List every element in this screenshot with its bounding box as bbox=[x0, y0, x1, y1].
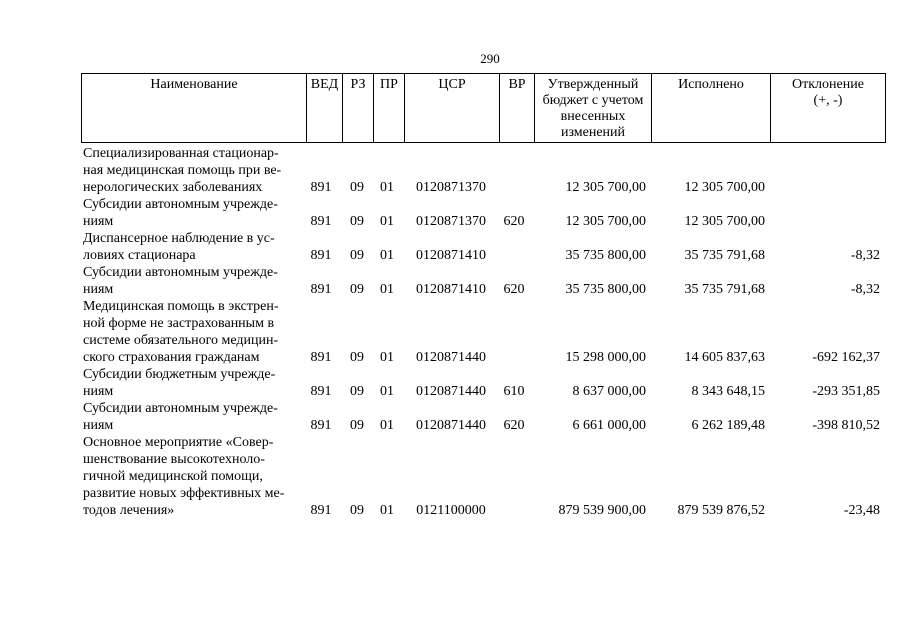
cell-ved: 891 bbox=[310, 248, 332, 263]
header-rz: РЗ bbox=[342, 74, 373, 142]
cell-done: 879 539 876,52 bbox=[677, 503, 765, 518]
cell-dev: -398 810,52 bbox=[812, 418, 880, 433]
cell-ved: 891 bbox=[310, 180, 332, 195]
header-vr: ВР bbox=[499, 74, 534, 142]
cell-csr: 0120871410 bbox=[416, 282, 486, 297]
cell-rz: 09 bbox=[350, 384, 364, 399]
cell-ved: 891 bbox=[310, 282, 332, 297]
cell-done: 35 735 791,68 bbox=[684, 282, 765, 297]
cell-rz: 09 bbox=[350, 350, 364, 365]
cell-budget: 8 637 000,00 bbox=[572, 384, 646, 399]
row-name: Субсидии автономным учрежде-ниям bbox=[83, 197, 278, 229]
cell-budget: 35 735 800,00 bbox=[565, 282, 646, 297]
header-pr: ПР bbox=[373, 74, 404, 142]
cell-pr: 01 bbox=[380, 248, 394, 263]
cell-done: 14 605 837,63 bbox=[684, 350, 765, 365]
cell-pr: 01 bbox=[380, 503, 394, 518]
cell-dev: -692 162,37 bbox=[812, 350, 880, 365]
row-name: Основное мероприятие «Совер-шенствование высокотехноло-гичной медицинской помощи, развитие новых эффективных ме-тодов лечения» bbox=[83, 435, 285, 518]
row-name: Диспансерное наблюдение в ус-ловиях стационара bbox=[83, 231, 275, 263]
cell-ved: 891 bbox=[310, 214, 332, 229]
cell-csr: 0120871440 bbox=[416, 418, 486, 433]
cell-ved: 891 bbox=[310, 350, 332, 365]
cell-budget: 15 298 000,00 bbox=[565, 350, 646, 365]
cell-dev: -293 351,85 bbox=[812, 384, 880, 399]
cell-ved: 891 bbox=[310, 418, 332, 433]
cell-budget: 879 539 900,00 bbox=[558, 503, 646, 518]
cell-rz: 09 bbox=[350, 180, 364, 195]
table-header bbox=[81, 73, 886, 143]
cell-ved: 891 bbox=[310, 503, 332, 518]
cell-csr: 0120871410 bbox=[416, 248, 486, 263]
header-ved: ВЕД bbox=[306, 74, 342, 142]
cell-csr: 0120871440 bbox=[416, 350, 486, 365]
cell-done: 12 305 700,00 bbox=[684, 180, 765, 195]
cell-dev: -23,48 bbox=[843, 503, 880, 518]
cell-pr: 01 bbox=[380, 418, 394, 433]
cell-rz: 09 bbox=[350, 248, 364, 263]
cell-budget: 12 305 700,00 bbox=[565, 180, 646, 195]
cell-done: 12 305 700,00 bbox=[684, 214, 765, 229]
cell-rz: 09 bbox=[350, 214, 364, 229]
cell-vr: 610 bbox=[503, 384, 525, 399]
cell-pr: 01 bbox=[380, 214, 394, 229]
cell-budget: 35 735 800,00 bbox=[565, 248, 646, 263]
cell-vr: 620 bbox=[503, 418, 525, 433]
page-number: 290 bbox=[480, 51, 500, 66]
row-name: Субсидии автономным учрежде-ниям bbox=[83, 265, 278, 297]
cell-budget: 12 305 700,00 bbox=[565, 214, 646, 229]
cell-ved: 891 bbox=[310, 384, 332, 399]
cell-pr: 01 bbox=[380, 350, 394, 365]
header-csr: ЦСР bbox=[404, 74, 499, 142]
cell-rz: 09 bbox=[350, 282, 364, 297]
header-dev: Отклонение (+, -) bbox=[770, 74, 885, 142]
cell-csr: 0120871370 bbox=[416, 180, 486, 195]
row-name: Субсидии автономным учрежде-ниям bbox=[83, 401, 278, 433]
row-name: Специализированная стационар-ная медицинская помощь при ве-нерологических заболеваниях bbox=[83, 146, 282, 195]
cell-budget: 6 661 000,00 bbox=[572, 418, 646, 433]
cell-pr: 01 bbox=[380, 180, 394, 195]
cell-done: 8 343 648,15 bbox=[691, 384, 765, 399]
header-name: Наименование bbox=[150, 77, 238, 92]
cell-csr: 0120871440 bbox=[416, 384, 486, 399]
cell-rz: 09 bbox=[350, 503, 364, 518]
cell-dev: -8,32 bbox=[850, 282, 880, 297]
cell-dev: -8,32 bbox=[850, 248, 880, 263]
cell-csr: 0120871370 bbox=[416, 214, 486, 229]
cell-csr: 0121100000 bbox=[416, 503, 486, 518]
cell-pr: 01 bbox=[380, 384, 394, 399]
row-name: Медицинская помощь в экстрен-ной форме не застрахованным в системе обязательного медицин-ского страхования гражданам bbox=[83, 299, 279, 365]
cell-pr: 01 bbox=[380, 282, 394, 297]
cell-vr: 620 bbox=[503, 282, 525, 297]
cell-rz: 09 bbox=[350, 418, 364, 433]
row-name: Субсидии бюджетным учрежде-ниям bbox=[83, 367, 276, 399]
cell-done: 35 735 791,68 bbox=[684, 248, 765, 263]
header-done: Исполнено bbox=[651, 74, 770, 142]
header-budget: Утвержденный бюджет с учетом внесенных изменений bbox=[534, 74, 651, 142]
cell-vr: 620 bbox=[503, 214, 525, 229]
cell-done: 6 262 189,48 bbox=[691, 418, 765, 433]
